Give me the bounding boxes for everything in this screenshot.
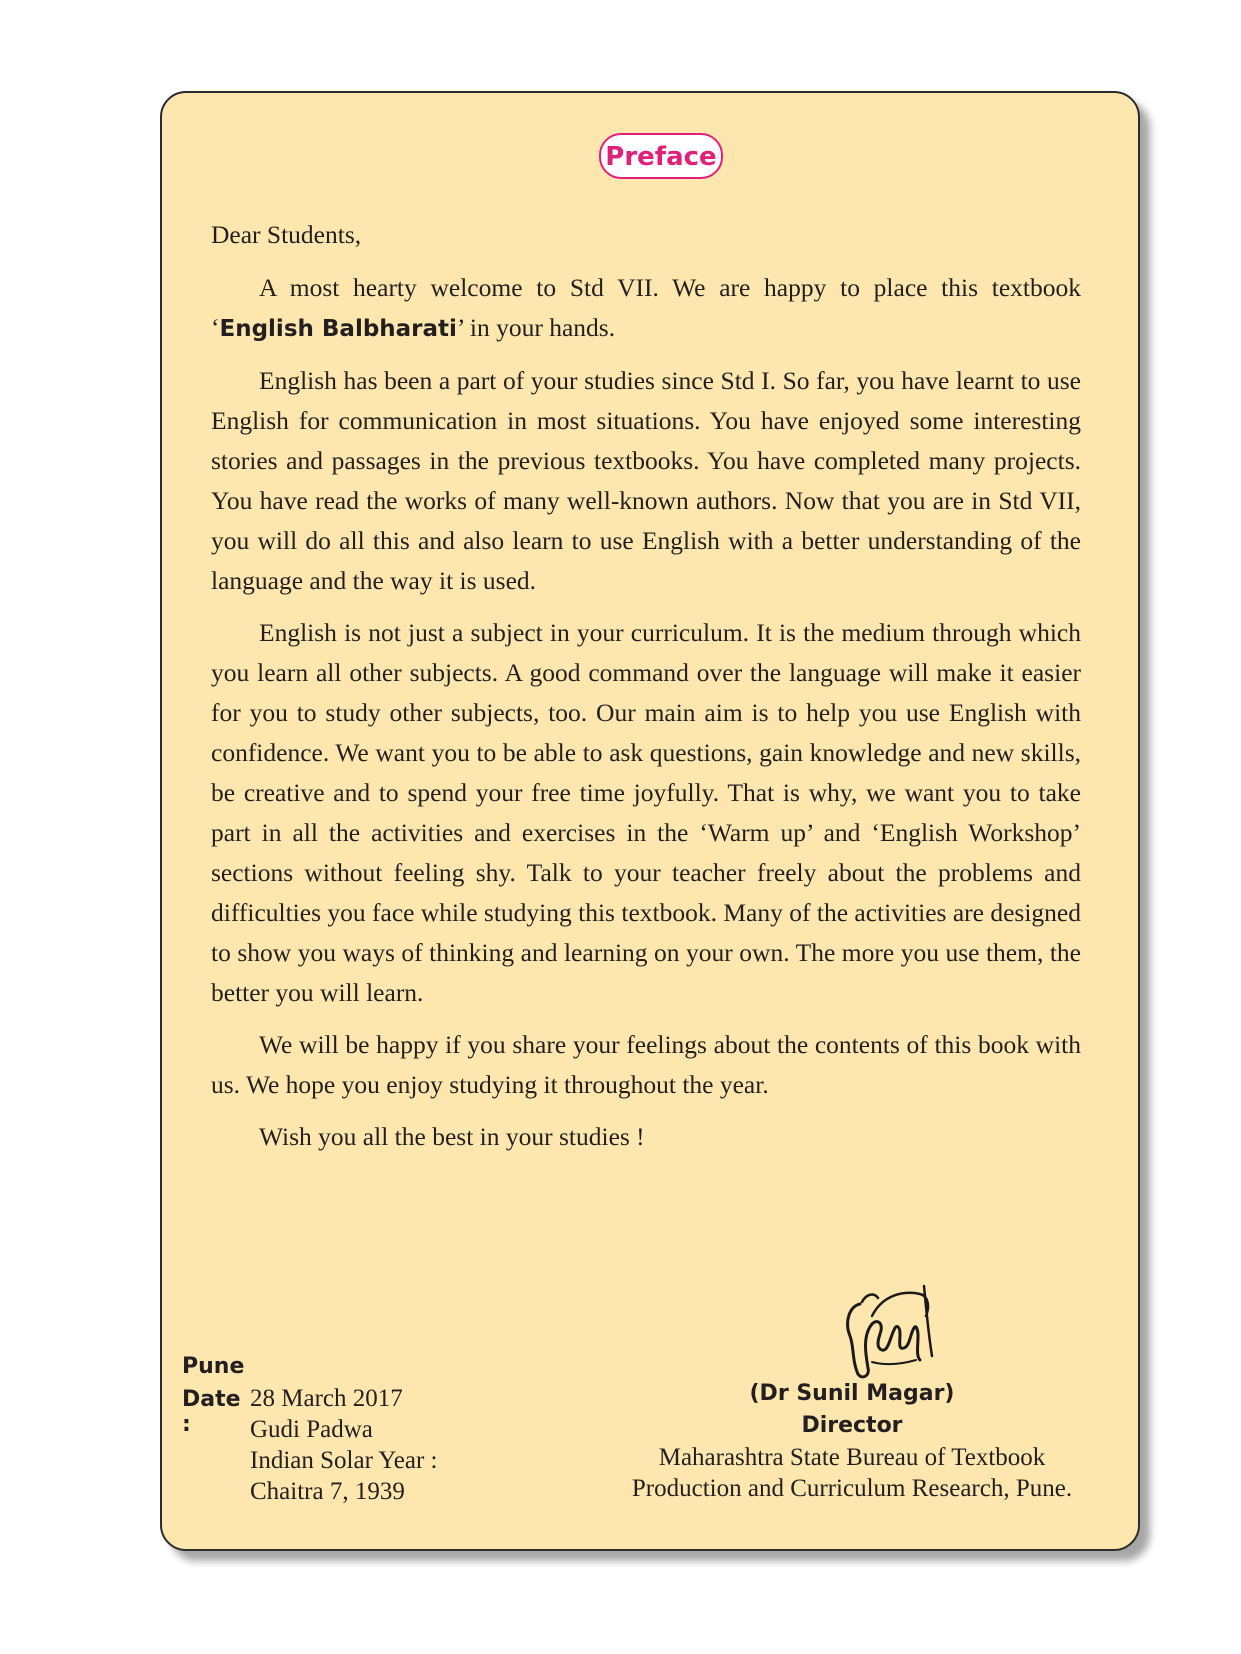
place: Pune [182, 1354, 245, 1379]
paragraph-studies: English has been a part of your studies since Std I. So far, you have learnt to use English for communication in most situations. You have enjoyed some interesting stories and passages in the previous textbooks. You have completed many projects. You have read the works of many well-known authors. Now that you are in Std VII, you will do all this and also learn to use English with a better understanding of the language and the way it is used. [211, 366, 1081, 595]
date-lines [250, 1383, 437, 1507]
signatory-name: (Dr Sunil Magar) [749, 1381, 955, 1406]
greeting: Dear Students, [211, 220, 362, 249]
signatory-role: Director [801, 1413, 903, 1438]
date-solar-label: Indian Solar Year : [250, 1447, 438, 1474]
date-festival: Gudi Padwa [250, 1416, 373, 1443]
paragraph-curriculum: English is not just a subject in your curriculum. It is the medium through which you learn all other subjects. A good command over the language will make it easier for you to study other subjects, too. Our main aim is to help you use English with confidence. We want you to be able to ask questions, gain knowledge and new skills, be creative and to spend your free time joyfully. That is why, we want you to take part in all the activities and exercises in the ‘Warm up’ and ‘English Workshop’ sections without feeling shy. Talk to your teacher freely about the problems and difficulties you face while studying this textbook. Many of the activities are designed to show you ways of thinking and learning on your own. The more you use them, the better you will learn. [211, 618, 1081, 1007]
welcome-text: A most hearty welcome to Std VII. We are happy to place this textbook ‘ [211, 273, 1081, 342]
date-solar: Chaitra 7, 1939 [250, 1478, 405, 1505]
date-gregorian: 28 March 2017 [250, 1385, 403, 1412]
paragraph-feelings: We will be happy if you share your feelings about the contents of this book with us. We hope you enjoy studying it throughout the year. [211, 1030, 1081, 1099]
closing-wish: Wish you all the best in your studies ! [259, 1122, 645, 1151]
signatory-org-line2: Production and Curriculum Research, Pune. [631, 1475, 1073, 1502]
date-label: Date : [182, 1387, 241, 1437]
letter-body [211, 215, 1081, 1169]
welcome-text-end: ’ in your hands. [456, 313, 616, 342]
date-row [182, 1383, 437, 1507]
signatory-org-line1: Maharashtra State Bureau of Textbook [658, 1444, 1046, 1471]
signature-image [832, 1276, 942, 1386]
preface-heading: Preface [599, 133, 723, 179]
preface-card [160, 91, 1140, 1551]
signatory-block [602, 1378, 1102, 1504]
book-title: English Balbharati [219, 316, 457, 342]
paragraph-welcome [211, 268, 1081, 349]
place-date-block [182, 1351, 437, 1507]
